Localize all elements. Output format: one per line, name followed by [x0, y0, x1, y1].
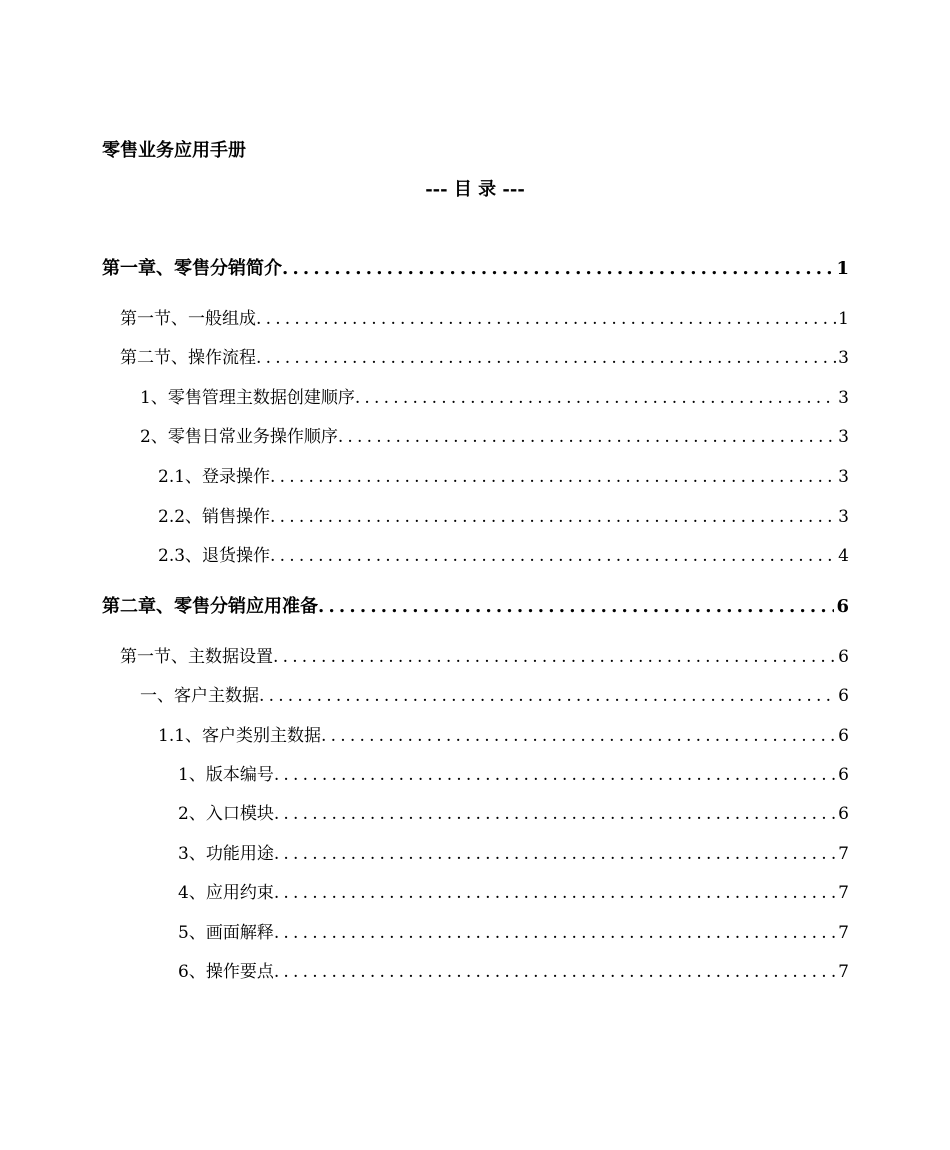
toc-leader-dots — [270, 464, 836, 490]
toc-entry-page: 6 — [838, 686, 849, 706]
toc-entry-label: 2.3、退货操作 — [158, 543, 270, 569]
toc-entry-section[interactable] — [120, 345, 849, 371]
toc-leader-dots — [256, 345, 836, 371]
toc-leader-dots — [259, 683, 836, 709]
toc-entry-item[interactable] — [158, 504, 849, 530]
toc-entry-label: 1、版本编号 — [178, 762, 274, 788]
toc-entry-page: 6 — [838, 765, 849, 785]
toc-entry-label: 2.2、销售操作 — [158, 504, 270, 530]
toc-entry-label: 1、零售管理主数据创建顺序 — [140, 385, 355, 411]
toc-entry-section[interactable] — [120, 644, 849, 670]
toc-entry-chapter-2[interactable] — [102, 594, 849, 620]
toc-entry-subsection[interactable] — [140, 683, 849, 709]
toc-entry-page: 7 — [838, 844, 849, 864]
toc-entry-subitem[interactable] — [178, 880, 849, 906]
toc-entry-page: 3 — [838, 507, 849, 527]
toc-entry-subsection[interactable] — [140, 385, 849, 411]
toc-entry-page: 7 — [838, 923, 849, 943]
toc-entry-label: 第二章、零售分销应用准备 — [102, 594, 318, 620]
toc-entry-label: 5、画面解释 — [178, 920, 274, 946]
toc-leader-dots — [273, 644, 836, 670]
toc-entry-label: 1.1、客户类别主数据 — [158, 723, 321, 749]
toc-entry-item[interactable] — [158, 723, 849, 749]
toc-entry-label: 4、应用约束 — [178, 880, 274, 906]
toc-entry-page: 6 — [838, 804, 849, 824]
toc-entry-subitem[interactable] — [178, 920, 849, 946]
toc-entry-label: 2、零售日常业务操作顺序 — [140, 424, 338, 450]
toc-entry-page: 3 — [838, 348, 849, 368]
toc-entry-page: 6 — [838, 726, 849, 746]
toc-entry-label: 2、入口模块 — [178, 801, 274, 827]
toc-entry-label: 第一章、零售分销简介 — [102, 256, 282, 282]
toc-leader-dots — [318, 594, 834, 620]
toc-leader-dots — [274, 801, 836, 827]
toc-entry-subitem[interactable] — [178, 801, 849, 827]
toc-entry-label: 6、操作要点 — [178, 959, 274, 985]
document-title: 零售业务应用手册 — [102, 140, 246, 161]
toc-entry-page: 6 — [836, 596, 849, 617]
toc-entry-page: 4 — [838, 546, 849, 566]
toc-leader-dots — [274, 959, 836, 985]
toc-entry-label: 第二节、操作流程 — [120, 345, 256, 371]
toc-leader-dots — [256, 306, 836, 332]
toc-leader-dots — [270, 504, 836, 530]
toc-entry-label: 3、功能用途 — [178, 841, 274, 867]
toc-entry-chapter-1[interactable] — [102, 256, 849, 282]
toc-heading: --- 目 录 --- — [425, 179, 525, 200]
toc-entry-section[interactable] — [120, 306, 849, 332]
toc-entry-subsection[interactable] — [140, 424, 849, 450]
toc-entry-page: 6 — [838, 647, 849, 667]
toc-entry-page: 1 — [838, 309, 849, 329]
toc-entry-label: 第一节、主数据设置 — [120, 644, 273, 670]
toc-entry-label: 一、客户主数据 — [140, 683, 259, 709]
toc-entry-page: 7 — [838, 883, 849, 903]
toc-entry-item[interactable] — [158, 464, 849, 490]
toc-leader-dots — [282, 256, 834, 282]
toc-entry-subitem[interactable] — [178, 762, 849, 788]
toc-entry-page: 7 — [838, 962, 849, 982]
toc-leader-dots — [270, 543, 836, 569]
toc-leader-dots — [274, 920, 836, 946]
toc-leader-dots — [274, 841, 836, 867]
toc-leader-dots — [321, 723, 836, 749]
toc-entry-page: 3 — [838, 427, 849, 447]
toc-leader-dots — [274, 762, 836, 788]
toc-entry-item[interactable] — [158, 543, 849, 569]
toc-entry-page: 1 — [836, 258, 849, 279]
toc-entry-subitem[interactable] — [178, 841, 849, 867]
toc-leader-dots — [274, 880, 836, 906]
toc-leader-dots — [355, 385, 836, 411]
toc-entry-page: 3 — [838, 467, 849, 487]
toc-entry-page: 3 — [838, 388, 849, 408]
toc-leader-dots — [338, 424, 836, 450]
toc-entry-label: 第一节、一般组成 — [120, 306, 256, 332]
toc-entry-subitem[interactable] — [178, 959, 849, 985]
toc-entry-label: 2.1、登录操作 — [158, 464, 270, 490]
